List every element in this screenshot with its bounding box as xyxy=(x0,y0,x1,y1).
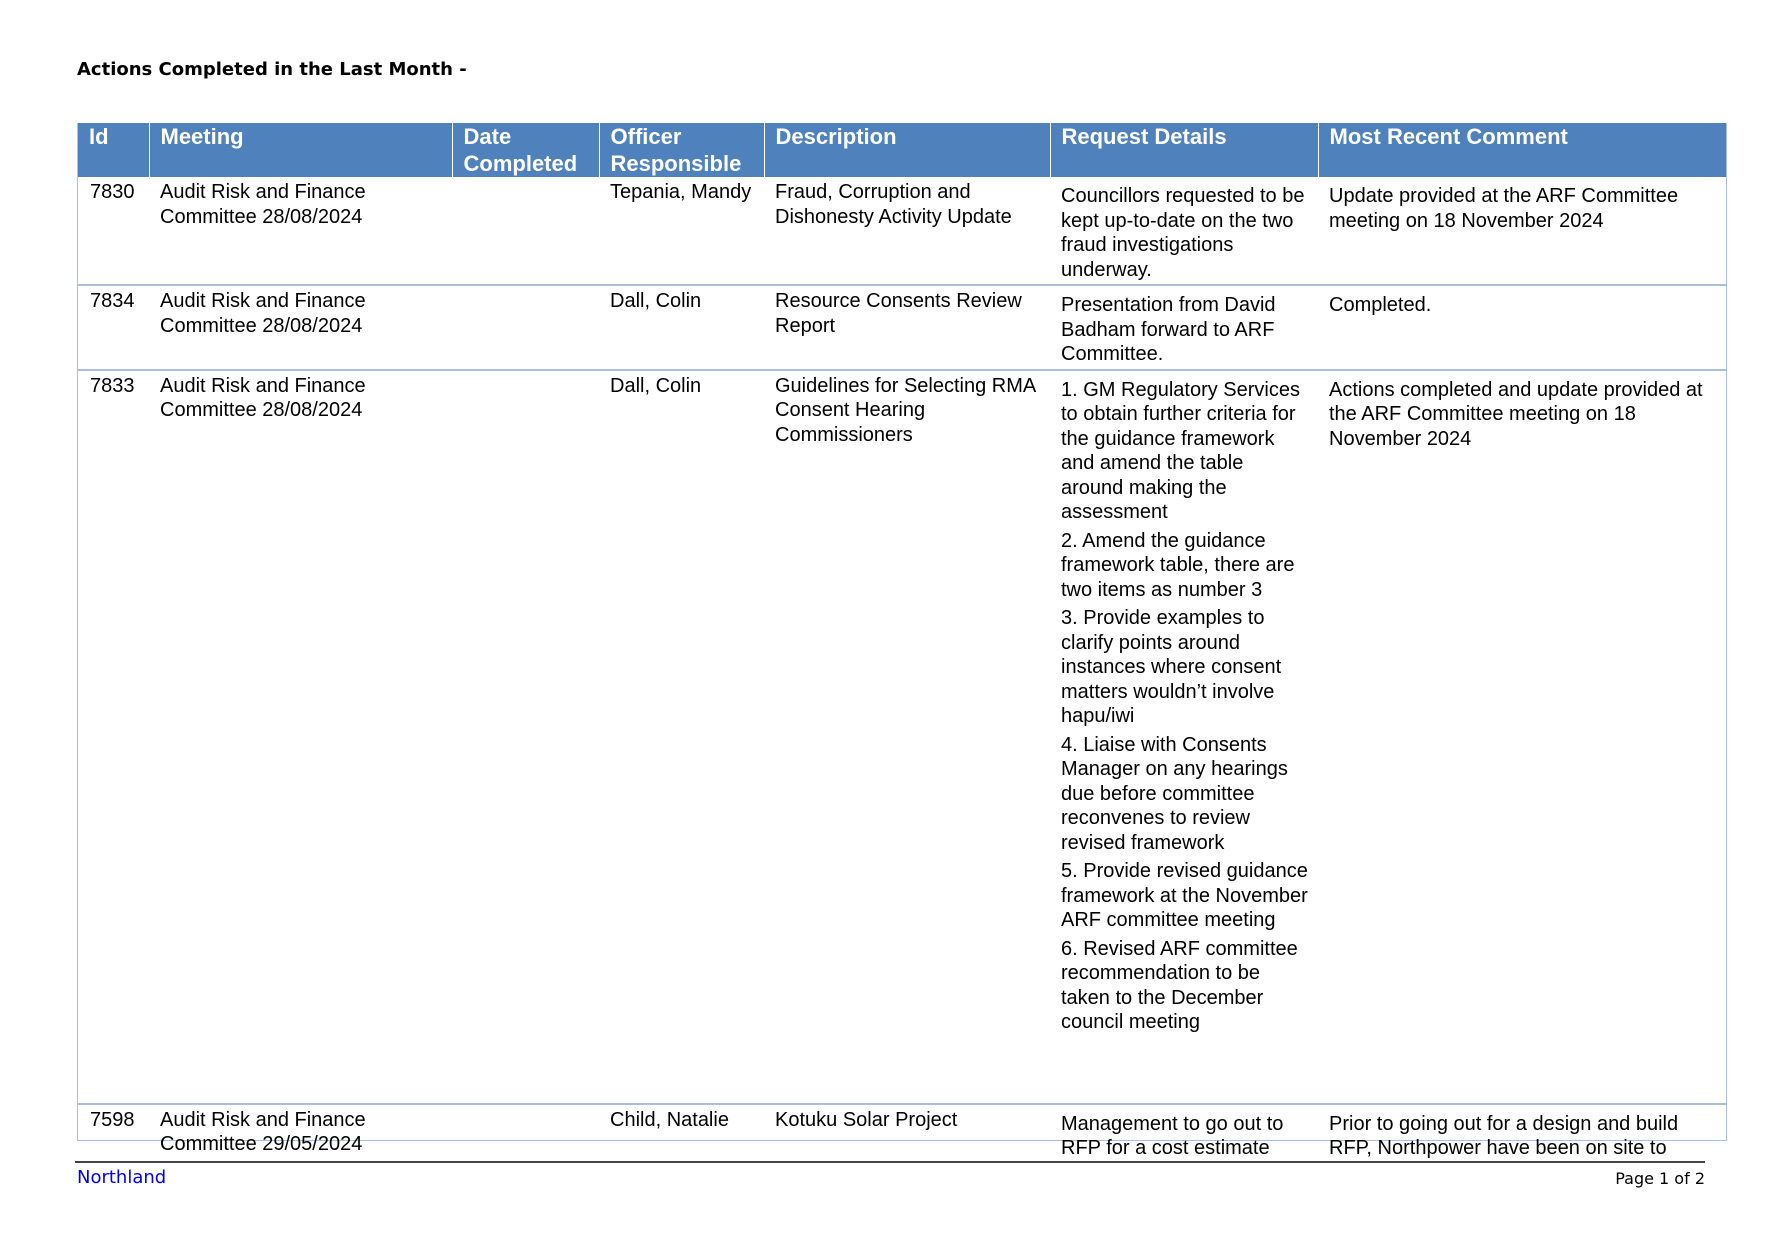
cell-description: Kotuku Solar Project xyxy=(764,1104,1050,1164)
header-description: Description xyxy=(764,123,1050,177)
header-meeting: Meeting xyxy=(149,123,452,177)
footer-page-number: Page 1 of 2 xyxy=(1615,1169,1705,1188)
cell-officer-responsible: Dall, Colin xyxy=(599,285,764,370)
cell-date-completed xyxy=(452,285,599,370)
cell-most-recent-comment: Update provided at the ARF Committee meeting on 18 November 2024 xyxy=(1329,185,1679,232)
request-detail-item: Presentation from David Badham forward to ARF Committee. xyxy=(1061,294,1276,365)
cell-date-completed xyxy=(452,1104,599,1164)
request-detail-item: Management to go out to RFP for a cost estimate xyxy=(1061,1112,1284,1159)
actions-table xyxy=(78,123,1726,1164)
cell-officer-responsible: Dall, Colin xyxy=(599,370,764,1104)
request-detail-item: 6. Revised ARF committee recommendation to be taken to the December council meeting xyxy=(1061,937,1298,1033)
cell-officer-responsible: Tepania, Mandy xyxy=(610,181,752,203)
table-row xyxy=(78,370,1726,1104)
cell-request-details xyxy=(1050,370,1318,1104)
cell-most-recent-comment: Completed. xyxy=(1318,285,1726,370)
cell-meeting: Audit Risk and Finance Committee 28/08/2024 xyxy=(160,181,366,228)
cell-most-recent-comment: Actions completed and update provided at the ARF Committee meeting on 18 November 2024 xyxy=(1318,370,1726,1104)
cell-meeting: Audit Risk and Finance Committee 29/05/2024 xyxy=(149,1104,452,1164)
header-date-completed: Date Completed xyxy=(452,123,599,177)
header-most-recent-comment: Most Recent Comment xyxy=(1318,123,1726,177)
header-officer-responsible: Officer Responsible xyxy=(599,123,764,177)
page-heading: Actions Completed in the Last Month - xyxy=(77,59,467,80)
cell-meeting: Audit Risk and Finance Committee 28/08/2024 xyxy=(149,285,452,370)
cell-officer-responsible: Child, Natalie xyxy=(599,1104,764,1164)
cell-id: 7833 xyxy=(78,370,149,1104)
header-request-details: Request Details xyxy=(1050,123,1318,177)
request-detail-item: 4. Liaise with Consents Manager on any hearings due before committee reconvenes to review revised framework xyxy=(1061,733,1288,854)
cell-most-recent-comment: Prior to going out for a design and build RFP, Northpower have been on site to xyxy=(1318,1104,1726,1164)
cell-id: 7598 xyxy=(78,1104,149,1164)
request-detail-item: 5. Provide revised guidance framework at the November ARF committee meeting xyxy=(1061,860,1308,931)
cell-id: 7834 xyxy=(78,285,149,370)
cell-date-completed xyxy=(452,177,599,285)
request-detail-item: 2. Amend the guidance framework table, there are two items as number 3 xyxy=(1061,529,1295,601)
cell-request-details xyxy=(1050,177,1318,285)
cell-description: Fraud, Corruption and Dishonesty Activity Update xyxy=(775,181,1012,228)
table-row xyxy=(78,1104,1726,1164)
footer-divider xyxy=(75,1161,1705,1163)
cell-id: 7830 xyxy=(90,181,135,203)
request-detail-item: 3. Provide examples to clarify points around instances where consent matters wouldn’t involve hapu/iwi xyxy=(1061,607,1282,727)
cell-meeting: Audit Risk and Finance Committee 28/08/2024 xyxy=(149,370,452,1104)
table-header-row xyxy=(78,123,1726,177)
cell-date-completed xyxy=(452,370,599,1104)
footer-organisation: Northland xyxy=(77,1167,167,1188)
request-detail-item: Councillors requested to be kept up-to-date on the two fraud investigations underway. xyxy=(1061,185,1305,281)
cell-description: Resource Consents Review Report xyxy=(764,285,1050,370)
table-row xyxy=(78,177,1726,285)
header-id: Id xyxy=(78,123,149,177)
request-detail-item: 1. GM Regulatory Services to obtain further criteria for the guidance framework and amend the table around making the assessment xyxy=(1061,378,1300,523)
table-row xyxy=(78,285,1726,370)
cell-request-details xyxy=(1050,1104,1318,1164)
actions-table-container xyxy=(77,123,1727,1159)
cell-description: Guidelines for Selecting RMA Consent Hearing Commissioners xyxy=(764,370,1050,1104)
cell-request-details xyxy=(1050,285,1318,370)
